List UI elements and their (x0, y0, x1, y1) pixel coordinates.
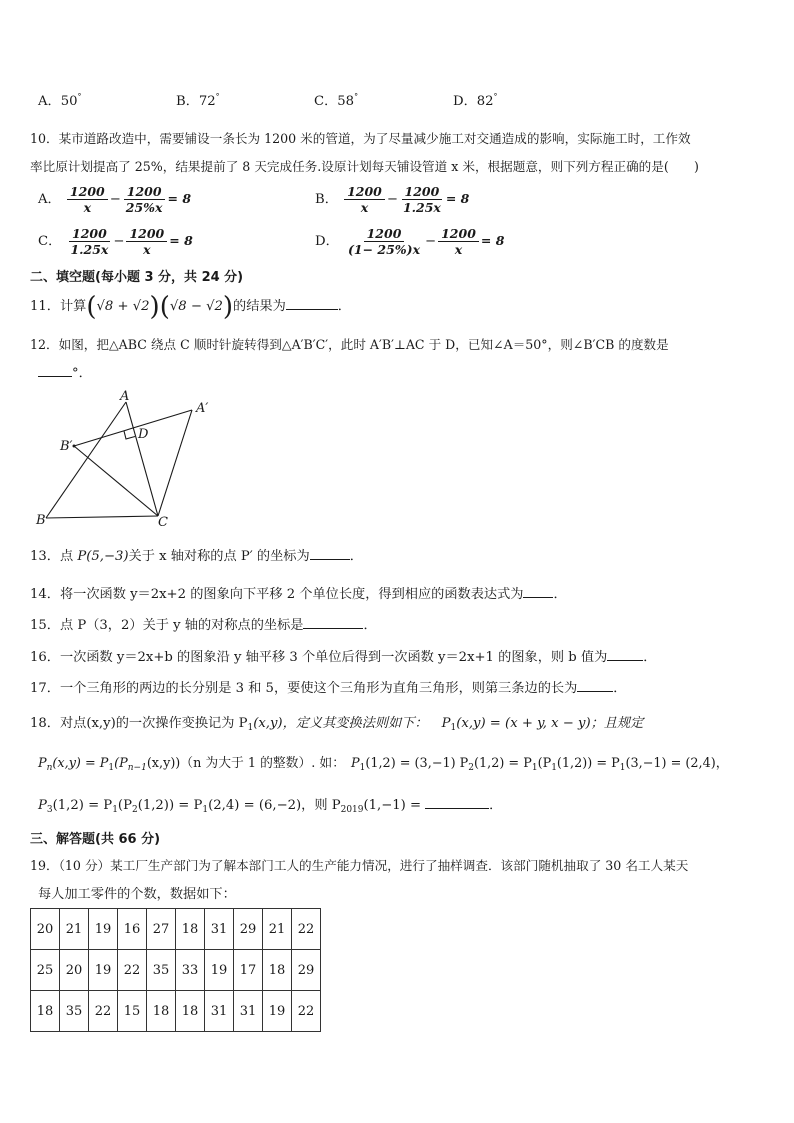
answer-blank[interactable] (523, 584, 553, 598)
table-cell: 29 (292, 950, 321, 991)
table-cell: 21 (60, 909, 89, 950)
label-A: A (120, 389, 130, 404)
q18-line2: $P_n(x,y) = P_1(P_{n-1}(x,y))(n$ 为大于 1 的整数）. 如： $P_1(1,2) = (3,-1) P_2(1,2) = P_1(P_1(1,2)) = P_1(3,-1) = (2,4)$， (38, 756, 729, 773)
table-cell: 22 (89, 991, 118, 1032)
q10-option-b: B． $\frac{1200}{x}$ − $\frac{1200}{1.25x}$ = 8 (315, 184, 470, 215)
paren: ( (159, 292, 170, 322)
q9-option-a (38, 90, 82, 109)
fraction: $\frac{1200}{x}$ (67, 184, 108, 215)
q10-option-d: D． $\frac{1200}{(1- 25\%)x}$ − $\frac{1200}{x}$ = 8 (315, 226, 505, 257)
answer-blank[interactable] (577, 678, 613, 692)
label-C: C (158, 515, 168, 528)
q19-line1: 19．（10 分）某工厂生产部门为了解本部门工人的生产能力情况，进行了抽样调查．该部门随机抽取了 30 名工人某天 (30, 858, 689, 873)
table-cell: 25 (31, 950, 60, 991)
segment-BA (46, 402, 126, 518)
answer-blank[interactable] (310, 546, 350, 560)
segment-A1C (158, 410, 192, 516)
answer-blank[interactable] (607, 647, 643, 661)
table-cell: 18 (176, 991, 205, 1032)
segment-AC (126, 402, 158, 516)
q12-triangle-figure (30, 388, 220, 528)
table-cell: 19 (263, 991, 292, 1032)
table-cell: 20 (60, 950, 89, 991)
q11: 11．计算(√8 + √2)(√8 − √2)的结果为 ． (30, 292, 351, 322)
degree-symbol: ° (77, 92, 82, 101)
fraction: $\frac{1200}{1.25x}$ (402, 184, 441, 215)
q9-option-letter: C． (314, 94, 338, 109)
table-cell: 35 (147, 950, 176, 991)
label-B: B (36, 513, 46, 528)
option-letter: C． (38, 234, 62, 249)
q12-line2: °． (38, 362, 92, 381)
q9-option-b (176, 90, 220, 109)
q18-line1: 18．对点(x,y)的一次操作变换记为 $P_1(x,y)$，定义其变换法则如下： $P_1(x,y) = (x + y$, x − y)；且规定 (30, 716, 644, 733)
table-cell: 19 (89, 950, 118, 991)
table-cell: 17 (234, 950, 263, 991)
q9-option-value: 58 (337, 94, 355, 109)
fraction: $\frac{1200}{25\%x}$ (123, 184, 166, 215)
table-cell: 18 (263, 950, 292, 991)
table-cell: 19 (205, 950, 234, 991)
q9-option-letter: A． (38, 94, 61, 109)
table-cell: 18 (176, 909, 205, 950)
paren: ) (149, 292, 160, 322)
table-cell: 29 (234, 909, 263, 950)
q12-line1: 12．如图，把△ABC 绕点 C 顺时针旋转得到△A′B′C′，此时 A′B′⊥AC 于 D，已知∠A＝50°，则∠B′CB 的度数是 (30, 337, 669, 352)
table-cell: 21 (263, 909, 292, 950)
q13: 13．点 P(5,−3)关于 x 轴对称的点 P′ 的坐标为 ． (30, 545, 363, 564)
right-angle-mark (124, 431, 135, 439)
point-B1 (73, 445, 76, 448)
q17: 17．一个三角形的两边的长分别是 3 和 5，要使这个三角形为直角三角形，则第三条边的长为 ． (30, 677, 626, 696)
table-cell: 33 (176, 950, 205, 991)
fraction: $\frac{1200}{x}$ (438, 226, 479, 257)
table-cell: 22 (292, 991, 321, 1032)
q18-line3: $P_3(1,2) = P_1(P_2(1,2)) = P_1(2,4) = (6,-2)$，则 $P_{2019}(1,-1)$ = ． (38, 794, 502, 815)
paren: ) (222, 292, 234, 322)
fraction: $\frac{1200}{x}$ (344, 184, 385, 215)
table-cell: 19 (89, 909, 118, 950)
table-cell: 18 (31, 991, 60, 1032)
q16: 16．一次函数 y＝2x+b 的图象沿 y 轴平移 3 个单位后得到一次函数 y＝2x+1 的图象，则 b 值为 ． (30, 646, 656, 665)
q9-option-letter: D． (453, 94, 477, 109)
q19-data-table (30, 908, 321, 1032)
q9-option-c (314, 90, 358, 109)
table-cell: 31 (205, 991, 234, 1032)
answer-blank[interactable] (38, 363, 72, 377)
table-cell: 16 (118, 909, 147, 950)
table-row (31, 991, 321, 1032)
table-cell: 31 (234, 991, 263, 1032)
table-cell: 18 (147, 991, 176, 1032)
fraction: $\frac{1200}{(1- 25\%)x}$ (347, 226, 421, 257)
q10-line1: 10．某市道路改造中，需要铺设一条长为 1200 米的管道，为了尽量减少施工对交通造成的影响，实际施工时，工作效 (30, 131, 691, 146)
option-letter: B． (315, 192, 338, 207)
degree-symbol: ° (215, 92, 220, 101)
answer-blank[interactable] (286, 296, 338, 310)
section-heading-fill-blank: 二、填空题(每小题 3 分，共 24 分) (30, 270, 244, 285)
q9-option-value: 82 (476, 94, 494, 109)
table-row (31, 950, 321, 991)
table-cell: 15 (118, 991, 147, 1032)
label-D: D (138, 427, 149, 442)
q10-option-c: C． $\frac{1200}{1.25x}$ − $\frac{1200}{x}$ = 8 (38, 226, 193, 257)
table-cell: 31 (205, 909, 234, 950)
q14: 14．将一次函数 y＝2x+2 的图象向下平移 2 个单位长度，得到相应的函数表达式为 ． (30, 583, 567, 602)
q19-line2: 每人加工零件的个数，数据如下： (38, 887, 236, 902)
q10-option-a: A． $\frac{1200}{x}$ − $\frac{1200}{25\%x}$ = 8 (38, 184, 192, 215)
segment-BC (46, 516, 158, 518)
q15: 15．点 P（3，2）关于 y 轴的对称点的坐标是 ． (30, 614, 377, 633)
q9-option-value: 50 (60, 94, 78, 109)
q9-option-d (453, 90, 498, 109)
fraction: $\frac{1200}{x}$ (126, 226, 167, 257)
answer-blank[interactable] (425, 795, 489, 809)
table-cell: 22 (292, 909, 321, 950)
segment-B1C (74, 446, 158, 516)
table-cell: 35 (60, 991, 89, 1032)
label-B1: B′ (60, 439, 73, 454)
q9-option-value: 72 (198, 94, 216, 109)
fraction: $\frac{1200}{1.25x}$ (70, 226, 109, 257)
degree-symbol: ° (493, 92, 498, 101)
table-row (31, 909, 321, 950)
q10-line2: 率比原计划提高了 25%，结果提前了 8 天完成任务.设原计划每天铺设管道 x 米，根据题意，则下列方程正确的是( ) (30, 159, 699, 174)
q9-option-letter: B． (176, 94, 199, 109)
table-cell: 22 (118, 950, 147, 991)
option-letter: A． (38, 192, 61, 207)
answer-blank[interactable] (303, 615, 363, 629)
section-heading-answer: 三、解答题(共 66 分) (30, 832, 161, 847)
option-letter: D． (315, 234, 339, 249)
table-cell: 20 (31, 909, 60, 950)
table-cell: 27 (147, 909, 176, 950)
label-A1: A′ (196, 401, 209, 416)
degree-symbol: ° (354, 92, 359, 101)
paren: ( (86, 292, 97, 322)
segment-B1A1 (74, 410, 192, 446)
